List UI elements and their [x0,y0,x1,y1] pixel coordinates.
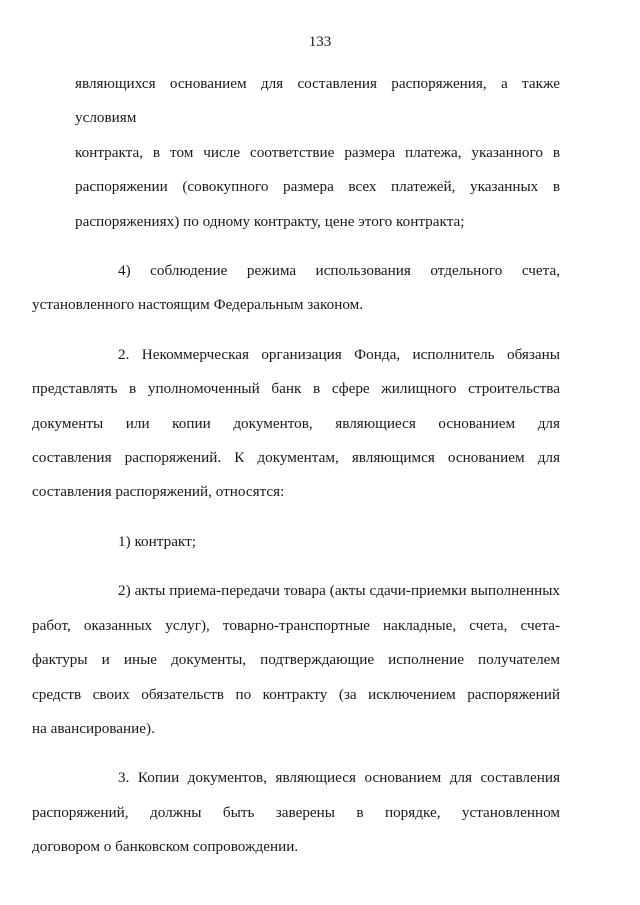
list-item-1 [75,525,560,559]
text-line: 2) акты приема-передачи товара (акты сдачи-приемки выполненных [118,582,560,600]
list-item-2 [32,574,560,746]
text-line: являющихся основанием для составления распоряжения, а также условиям [75,75,560,127]
text-line: распоряжений, должны быть заверены в порядке, установленном [32,803,560,821]
text-line: договором о банковском сопровождении. [32,838,299,856]
clause-2 [32,338,560,510]
text-line: представлять в уполномоченный банк в сфере жилищного строительства [32,380,560,398]
text-line: 2. Некоммерческая организация Фонда, исполнитель обязаны [118,345,560,363]
text-line: фактуры и иные документы, подтверждающие исполнение получателем [32,651,560,669]
clause-3 [32,761,560,864]
text-line: документы или копии документов, являющиеся основанием для [32,414,560,432]
text-line: работ, оказанных услуг), товарно-транспортные накладные, счета, счета- [32,616,560,634]
text-line: средств своих обязательств по контракту (за исключением распоряжений [32,685,560,703]
text-line: установленного настоящим Федеральным законом. [32,296,364,314]
document-body [32,67,560,880]
text-line: распоряжении (совокупного размера всех платежей, указанных в [75,178,560,196]
text-line: распоряжениях) по одному контракту, цене этого контракта; [75,212,465,230]
page-number: 133 [308,34,332,50]
list-item-4 [32,254,560,323]
text-line: контракта, в том числе соответствие размера платежа, указанного в [75,143,560,161]
text-line: 1) контракт; [118,532,196,550]
text-line: 3. Копии документов, являющиеся основанием для составления [118,769,560,787]
paragraph-continuation [75,67,560,239]
text-line: на авансирование). [32,719,155,737]
text-line: 4) соблюдение режима использования отдельного счета, [118,262,560,280]
text-line: составления распоряжений, относятся: [32,483,285,501]
text-line: составления распоряжений. К документам, являющимся основанием для [32,449,560,467]
